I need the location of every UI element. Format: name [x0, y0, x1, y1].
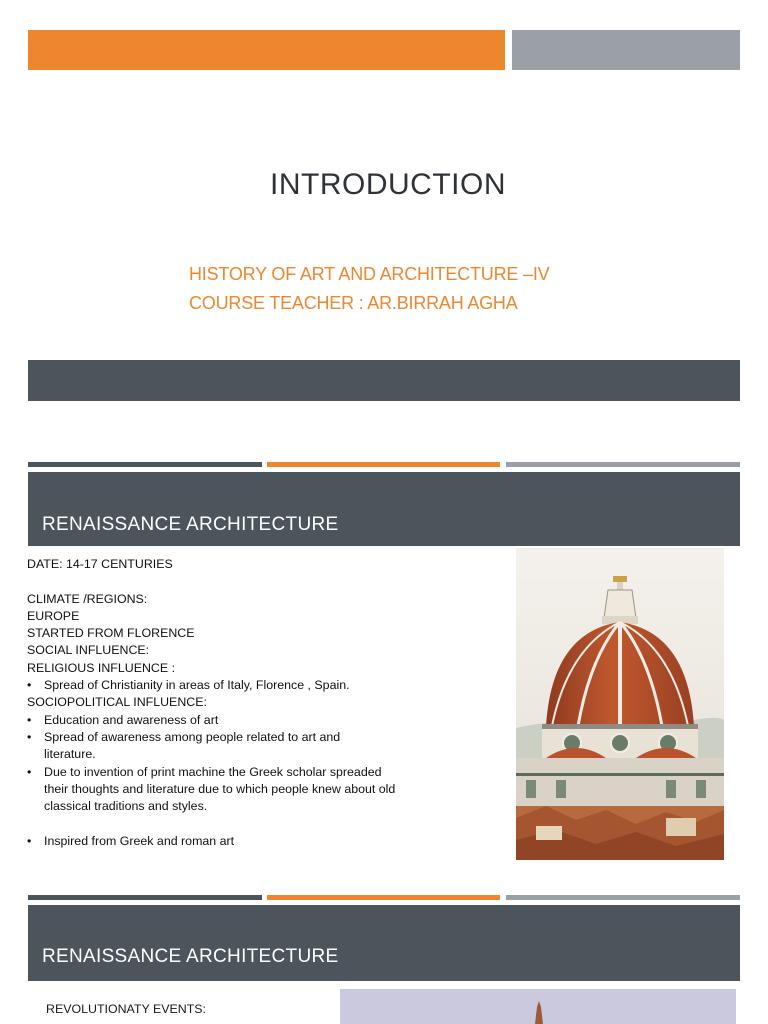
- revolutionary-events-label: REVOLUTIONATY EVENTS:: [46, 1002, 206, 1016]
- course-teacher: COURSE TEACHER : AR.BIRRAH AGHA: [189, 293, 518, 313]
- divider-strip-gray: [506, 895, 740, 900]
- date-line: DATE: 14-17 CENTURIES: [27, 557, 173, 571]
- bullet-icon: •: [27, 764, 32, 779]
- bottom-dark-bar: [28, 360, 740, 401]
- divider-strip-dark: [28, 462, 262, 467]
- slide-body: [27, 556, 407, 850]
- list-item: • Due to invention of print machine the Greek scholar spreaded their thoughts and literature due to which people knew about old classical traditions and styles.: [27, 764, 407, 816]
- list-item: • Inspired from Greek and roman art: [27, 833, 407, 850]
- list-item: • Spread of Christianity in areas of Italy, Florence , Spain.: [27, 677, 407, 694]
- slide-header-title: RENAISSANCE ARCHITECTURE: [42, 946, 339, 967]
- slide-header-bar: [28, 472, 740, 546]
- bullet-icon: •: [27, 712, 32, 727]
- religious-label: RELIGIOUS INFLUENCE :: [27, 660, 176, 675]
- climate-label: CLIMATE /REGIONS:: [27, 591, 148, 606]
- social-label: SOCIAL INFLUENCE:: [27, 643, 150, 658]
- cathedral-dome-image: [516, 548, 724, 860]
- bullet-icon: •: [27, 833, 32, 848]
- divider-strip-dark: [28, 895, 262, 900]
- divider-strip-gray: [506, 462, 740, 467]
- list-item: • Spread of awareness among people related to art and literature.: [27, 729, 407, 764]
- bullet-icon: •: [27, 729, 32, 744]
- top-gray-accent-bar: [512, 30, 740, 70]
- list-item: • Education and awareness of art: [27, 712, 407, 729]
- divider-strip-orange: [267, 462, 500, 467]
- slide-title: INTRODUCTION: [270, 168, 506, 201]
- region-line: EUROPE: [27, 608, 80, 623]
- landscape-image: [340, 989, 736, 1024]
- course-name: HISTORY OF ART AND ARCHITECTURE –IV: [189, 264, 550, 284]
- sociopolitical-label: SOCIOPOLITICAL INFLUENCE:: [27, 695, 207, 710]
- divider-strip-orange: [267, 895, 500, 900]
- slide-header-bar: [28, 905, 740, 981]
- slide-header-title: RENAISSANCE ARCHITECTURE: [42, 514, 339, 535]
- top-orange-accent-bar: [28, 30, 505, 70]
- started-from-line: STARTED FROM FLORENCE: [27, 626, 195, 641]
- bullet-icon: •: [27, 678, 32, 693]
